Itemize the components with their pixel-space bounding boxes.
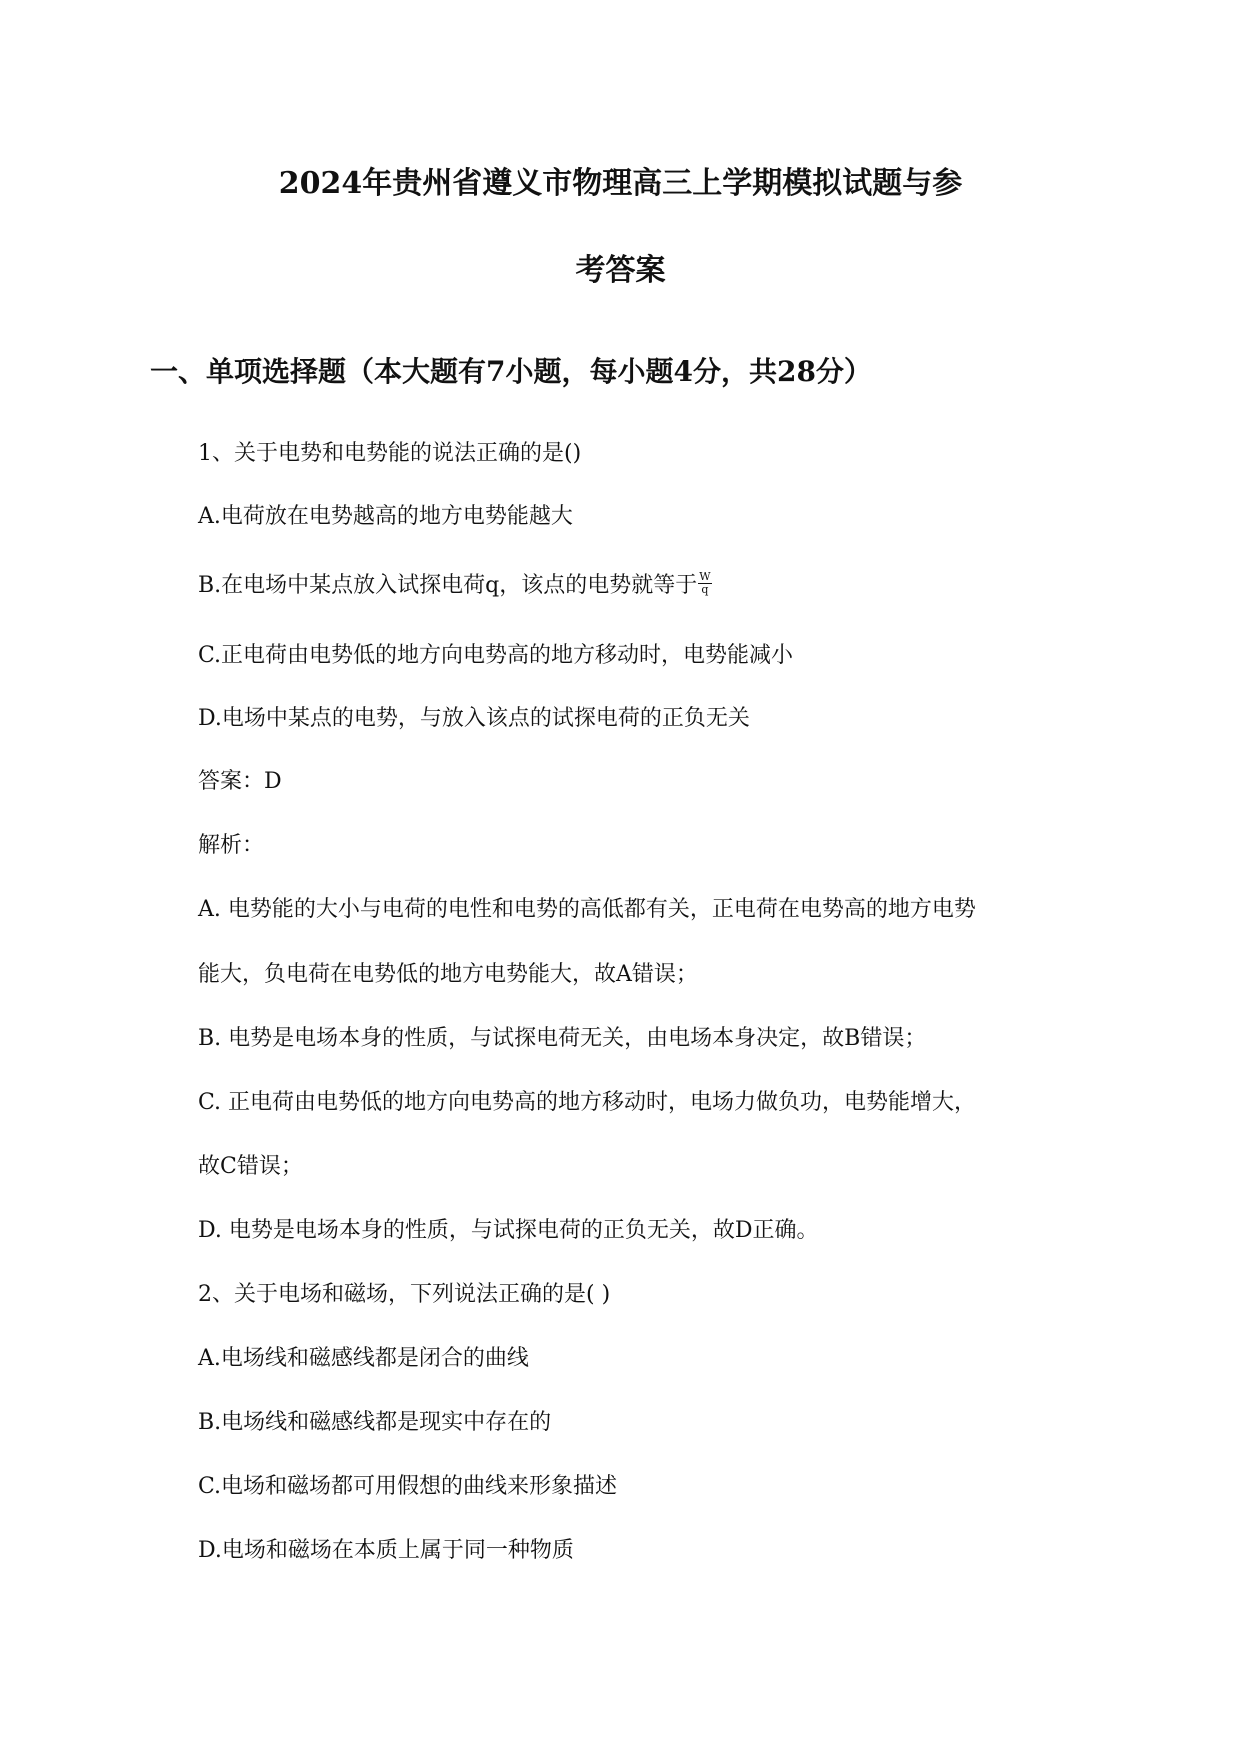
question-1-option-b (198, 571, 712, 601)
question-2-stem: 2、关于电场和磁场，下列说法正确的是( ) (198, 1282, 611, 1307)
question-1-option-c: C.正电荷由电势低的地方向电势高的地方移动时，电势能减小 (198, 643, 794, 668)
fraction-denominator: q (701, 582, 709, 596)
question-1-analysis-a-line-2: 能大，负电荷在电势低的地方电势能大，故A错误； (198, 962, 698, 987)
question-1-option-a: A.电荷放在电势越高的地方电势能越大 (198, 504, 573, 529)
question-1-analysis-c-line-1: C. 正电荷由电势低的地方向电势高的地方移动时，电场力做负功，电势能增大， (198, 1090, 977, 1115)
question-1-analysis-d: D. 电势是电场本身的性质，与试探电荷的正负无关，故D正确。 (198, 1218, 819, 1243)
question-1-stem: 1、关于电势和电势能的说法正确的是() (198, 441, 582, 466)
question-1-option-b-text: B.在电场中某点放入试探电荷q，该点的电势就等于 (198, 573, 698, 598)
document-title-line-2: 考答案 (575, 253, 666, 288)
section-heading: 一、单项选择题（本大题有7小题，每小题4分，共28分） (150, 355, 872, 388)
question-1-analysis-c-line-2: 故C错误； (198, 1154, 303, 1179)
question-2-option-a: A.电场线和磁感线都是闭合的曲线 (198, 1346, 529, 1371)
question-2-option-c: C.电场和磁场都可用假想的曲线来形象描述 (198, 1474, 618, 1499)
question-1-answer: 答案：D (198, 769, 282, 794)
document-title-line-1: 2024年贵州省遵义市物理高三上学期模拟试题与参 (278, 166, 963, 201)
question-1-analysis-label: 解析： (198, 833, 265, 858)
question-1-analysis-b: B. 电势是电场本身的性质，与试探电荷无关，由电场本身决定，故B错误； (198, 1026, 927, 1051)
question-2-option-d: D.电场和磁场在本质上属于同一种物质 (198, 1538, 574, 1563)
fraction-w-over-q (698, 571, 711, 596)
question-1-option-d: D.电场中某点的电势，与放入该点的试探电荷的正负无关 (198, 706, 750, 731)
question-2-option-b: B.电场线和磁感线都是现实中存在的 (198, 1410, 552, 1435)
question-1-analysis-a-line-1: A. 电势能的大小与电荷的电性和电势的高低都有关，正电荷在电势高的地方电势 (198, 897, 976, 922)
fraction-numerator: W (699, 569, 711, 583)
